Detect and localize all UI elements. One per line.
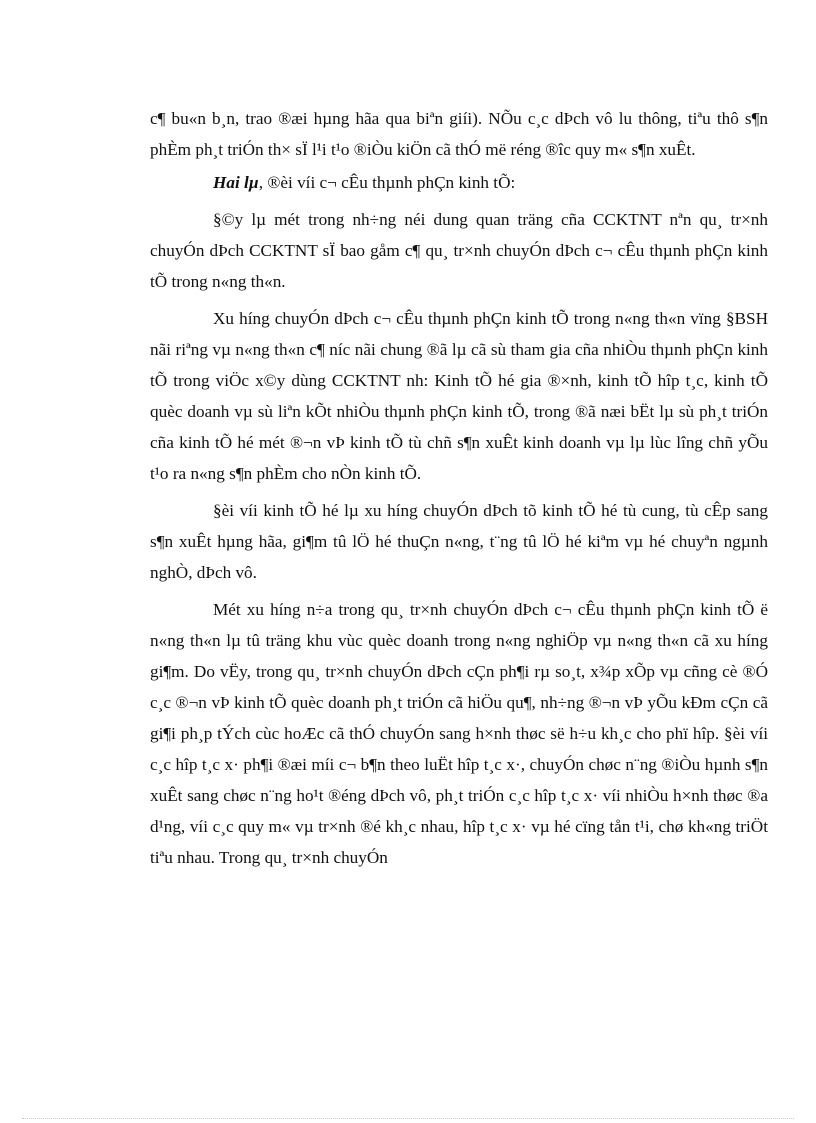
heading-label: Hai lµ (213, 173, 259, 192)
section-heading (150, 167, 768, 198)
paragraph-1: c¶ bu«n b¸n, trao ®æi hµng hãa qua biªn giíi). NÕu c¸c dÞch vô lu thông, tiªu thô s¶n phÈm ph¸t triÓn th× sÏ l¹i t¹o ®iÒu kiÖn cã thÓ më réng ®îc quy m« s¶n xuÊt. (150, 109, 768, 159)
paragraph-4: §èi víi kinh tÕ hé lµ xu híng chuyÓn dÞch tõ kinh tÕ hé tù cung, tù cÊp sang s¶n xuÊt hµng hãa, gi¶m tû lÖ hé thuÇn n«ng, t¨ng tû lÖ hé kiªm vµ hé chuyªn ngµnh nghÒ, dÞch vô. (150, 501, 768, 582)
paragraph-5: Mét xu híng n÷a trong qu¸ tr×nh chuyÓn dÞch c¬ cÊu thµnh phÇn kinh tÕ ë n«ng th«n lµ tû träng khu vùc quèc doanh trong n«ng nghiÖp vµ n«ng th«n cã xu híng gi¶m. Do vËy, trong qu¸ tr×nh chuyÓn dÞch cÇn ph¶i rµ so¸t, x¾p xÕp vµ cñng cè ®Ó c¸c ®¬n vÞ kinh tÕ quèc doanh ph¸t triÓn cã hiÖu qu¶, nh÷ng ®¬n vÞ yÕu kÐm cÇn cã gi¶i ph¸p tÝch cùc hoÆc cã thÓ chuyÓn sang h×nh thøc së h÷u kh¸c cho phï hîp. §èi víi c¸c hîp t¸c x· ph¶i ®æi míi c¬ b¶n theo luËt hîp t¸c x·, chuyÓn chøc n¨ng ®iÒu hµnh s¶n xuÊt sang chøc n¨ng ho¹t ®éng dÞch vô, ph¸t triÓn c¸c hîp t¸c x· víi nhiÒu h×nh thøc ®a d¹ng, víi c¸c quy m« vµ tr×nh ®é kh¸c nhau, hîp t¸c x· vµ hé cïng tån t¹i, chø kh«ng triÖt tiªu nhau. Trong qu¸ tr×nh chuyÓn (150, 600, 768, 867)
paragraph-3: Xu híng chuyÓn dÞch c¬ cÊu thµnh phÇn kinh tÕ trong n«ng th«n vïng §BSH nãi riªng vµ n«ng th«n c¶ níc nãi chung ®ã lµ cã sù tham gia cña nhiÒu thµnh phÇn kinh tÕ trong viÖc x©y dùng CCKTNT nh: Kinh tÕ hé gia ®×nh, kinh tÕ hîp t¸c, kinh tÕ quèc doanh vµ sù liªn kÕt nhiÒu thµnh phÇn kinh tÕ, trong ®ã næi bËt lµ sù ph¸t triÓn cña kinh tÕ hé mét ®¬n vÞ kinh tÕ tù chñ s¶n xuÊt kinh doanh vµ lµ lùc lîng chñ yÕu t¹o ra n«ng s¶n phÈm cho nÒn kinh tÕ. (150, 309, 768, 483)
page-bottom-divider (22, 1118, 794, 1119)
body-text (150, 103, 768, 873)
paragraph-2: §©y lµ mét trong nh÷ng néi dung quan träng cña CCKTNT nªn qu¸ tr×nh chuyÓn dÞch CCKTNT sÏ bao gåm c¶ qu¸ tr×nh chuyÓn dÞch c¬ cÊu thµnh phÇn kinh tÕ trong n«ng th«n. (150, 210, 768, 291)
heading-text: , ®èi víi c¬ cÊu thµnh phÇn kinh tÕ: (258, 173, 516, 192)
